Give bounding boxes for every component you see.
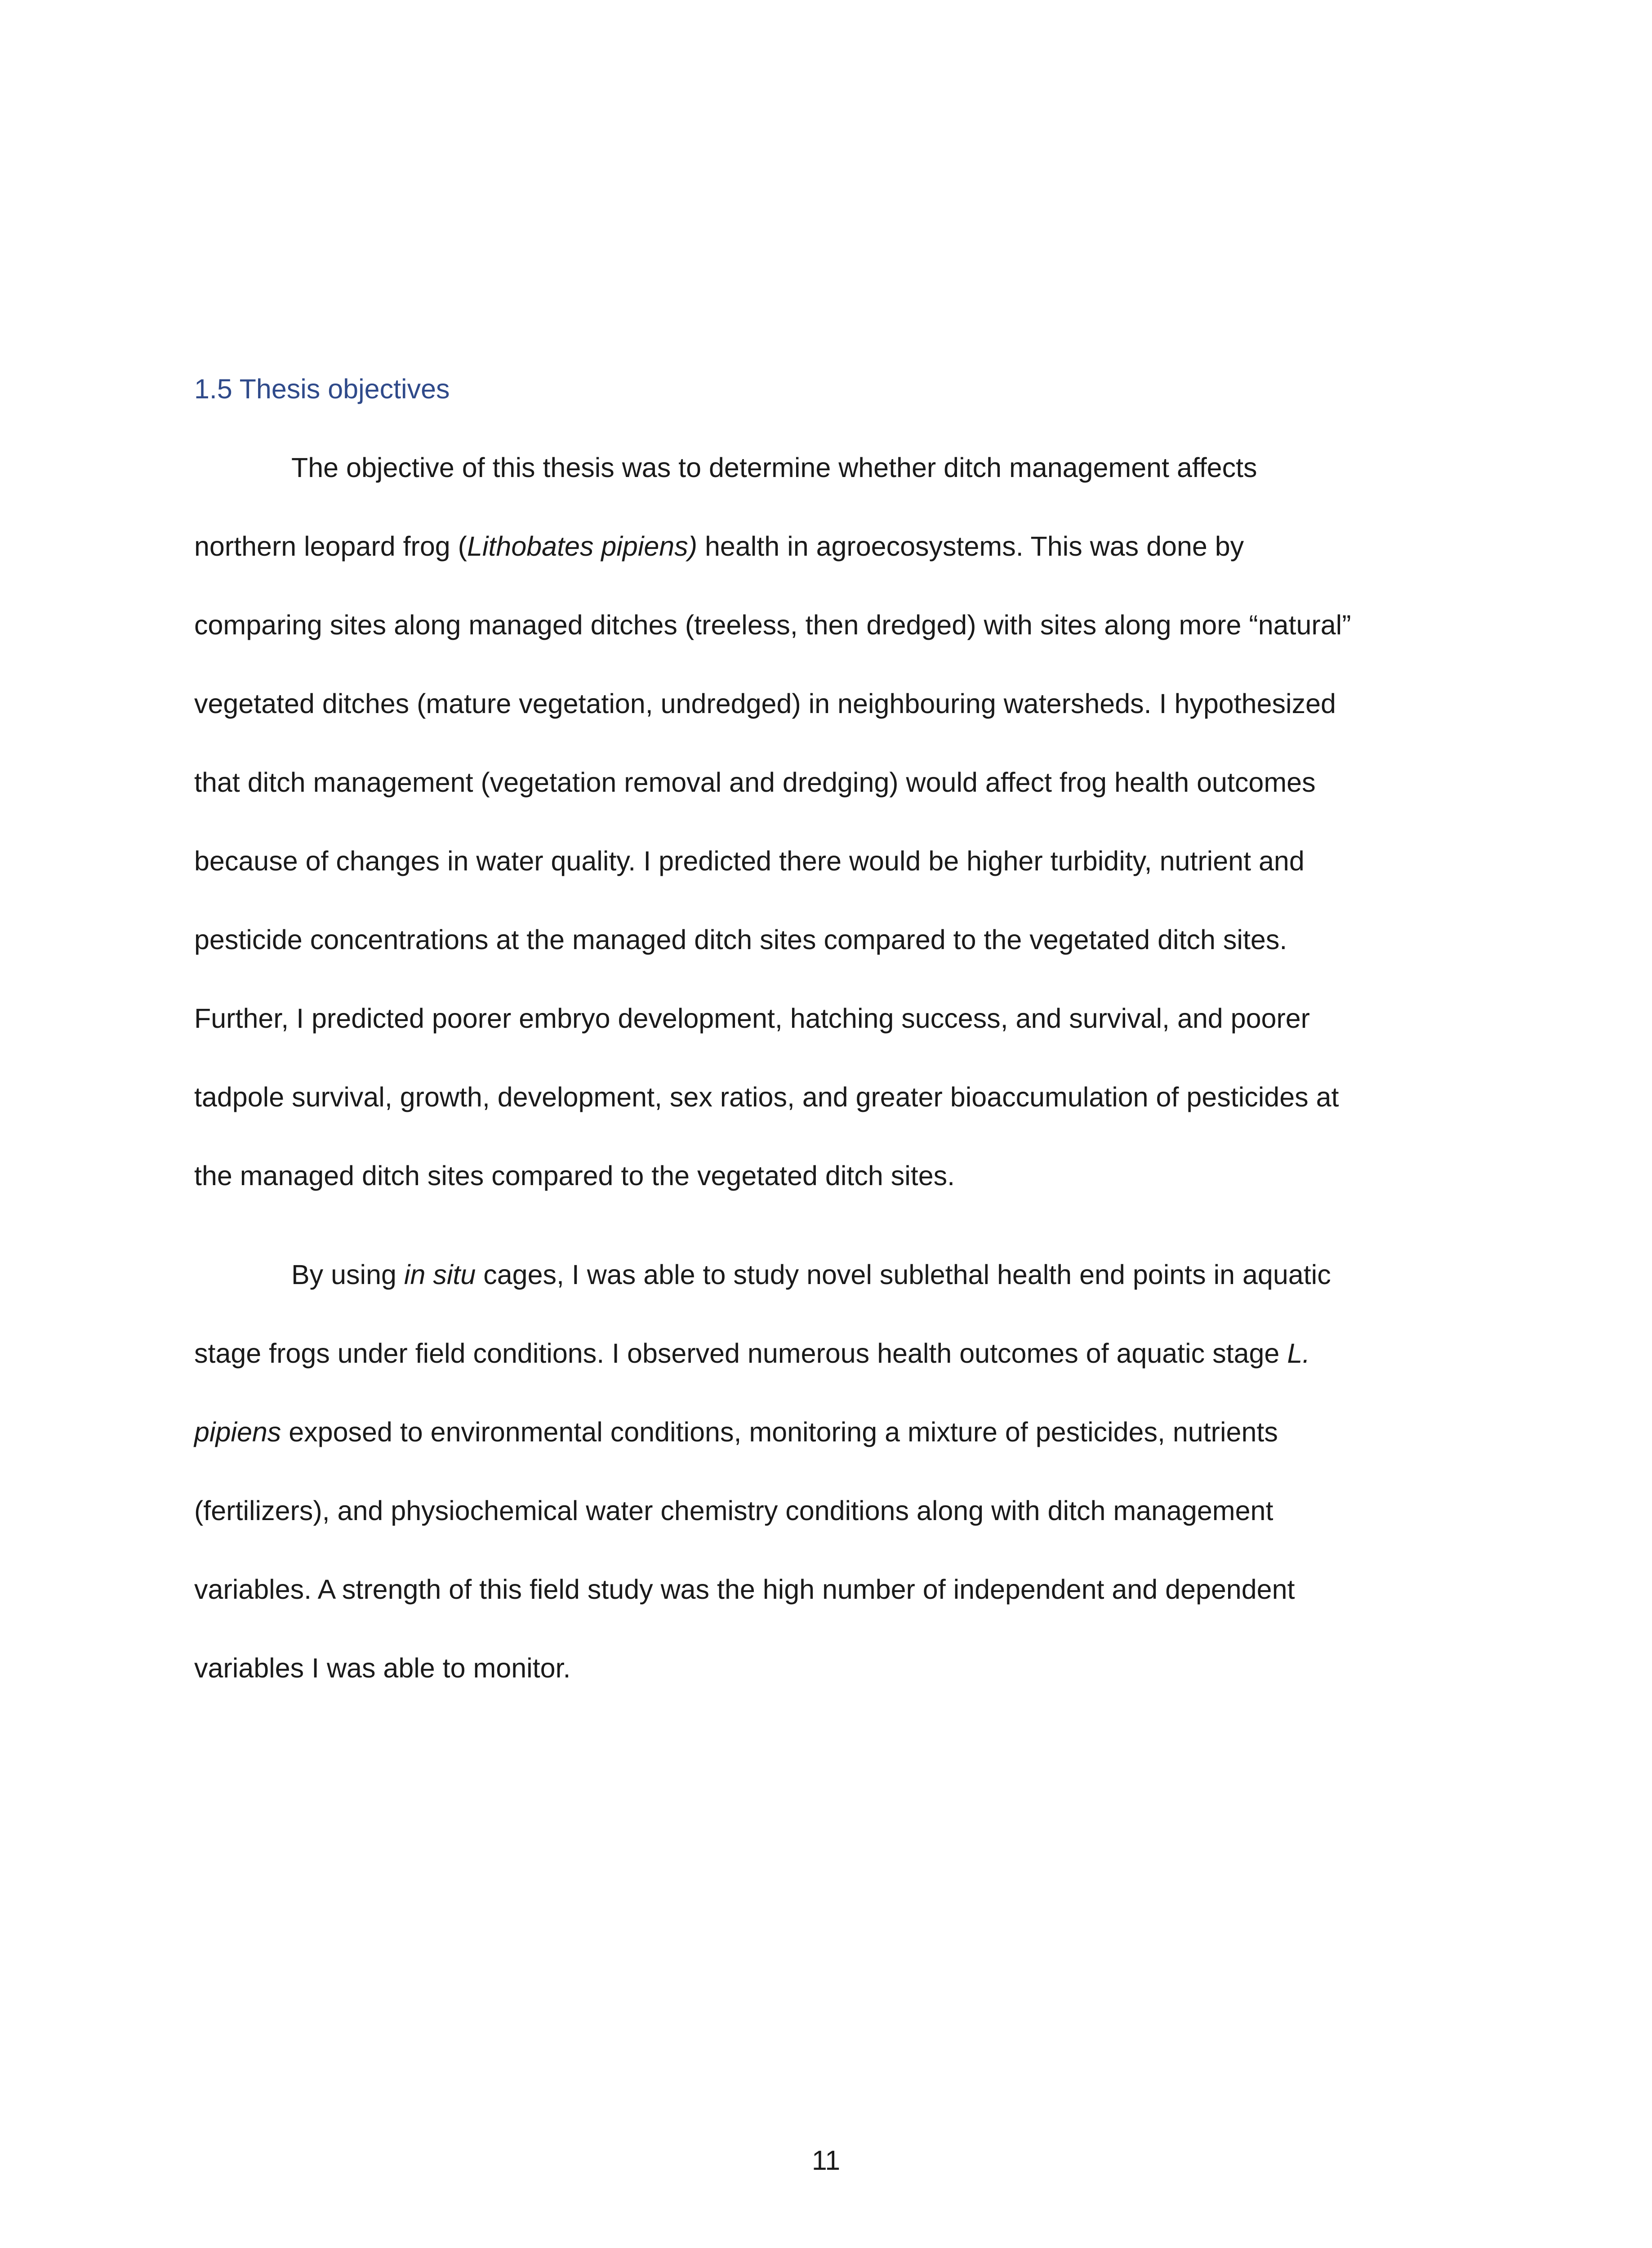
text-run: northern leopard frog (: [194, 531, 467, 562]
paragraph-1-line-5: that ditch management (vegetation removal and dredging) would affect frog health outcomes: [194, 767, 1316, 798]
paragraph-1-line-3: comparing sites along managed ditches (treeless, then dredged) with sites along more “natural”: [194, 610, 1351, 640]
paragraph-2-line-4: (fertilizers), and physiochemical water chemistry conditions along with ditch management: [194, 1495, 1274, 1526]
text-run: exposed to environmental conditions, monitoring a mixture of pesticides, nutrients: [281, 1417, 1278, 1447]
paragraph-2-line-2: [194, 1333, 1310, 1374]
species-name: L.: [1287, 1338, 1310, 1369]
paragraph-1-line-2: [194, 526, 1244, 566]
paragraph-2-line-6: variables I was able to monitor.: [194, 1653, 571, 1683]
paragraph-1-line-7: pesticide concentrations at the managed ditch sites compared to the vegetated ditch sites.: [194, 924, 1287, 955]
text-run: health in agroecosystems. This was done by: [697, 531, 1244, 562]
paragraph-1-line-4: vegetated ditches (mature vegetation, undredged) in neighbouring watersheds. I hypothesized: [194, 688, 1336, 719]
paragraph-1-line-10: the managed ditch sites compared to the vegetated ditch sites.: [194, 1160, 955, 1191]
paragraph-2-line-5: variables. A strength of this field study was the high number of independent and dependent: [194, 1574, 1295, 1605]
paragraph-2-line-1: [291, 1254, 1331, 1295]
species-name: Lithobates pipiens): [467, 531, 698, 562]
paragraph-1-line-6: because of changes in water quality. I predicted there would be higher turbidity, nutrient and: [194, 846, 1305, 876]
species-name: pipiens: [194, 1417, 281, 1447]
paragraph-1-line-8: Further, I predicted poorer embryo development, hatching success, and survival, and poorer: [194, 1003, 1310, 1034]
paragraph-1-line-9: tadpole survival, growth, development, sex ratios, and greater bioaccumulation of pesticides at: [194, 1082, 1339, 1112]
latin-term: in situ: [404, 1259, 476, 1290]
section-heading: 1.5 Thesis objectives: [194, 374, 450, 404]
paragraph-1-line-1: The objective of this thesis was to determine whether ditch management affects: [291, 452, 1257, 483]
text-run: cages, I was able to study novel sublethal health end points in aquatic: [476, 1259, 1331, 1290]
text-run: stage frogs under field conditions. I observed numerous health outcomes of aquatic stage: [194, 1338, 1287, 1369]
page-number: 11: [811, 2145, 841, 2176]
paragraph-2-line-3: [194, 1412, 1278, 1452]
text-run: By using: [291, 1259, 404, 1290]
